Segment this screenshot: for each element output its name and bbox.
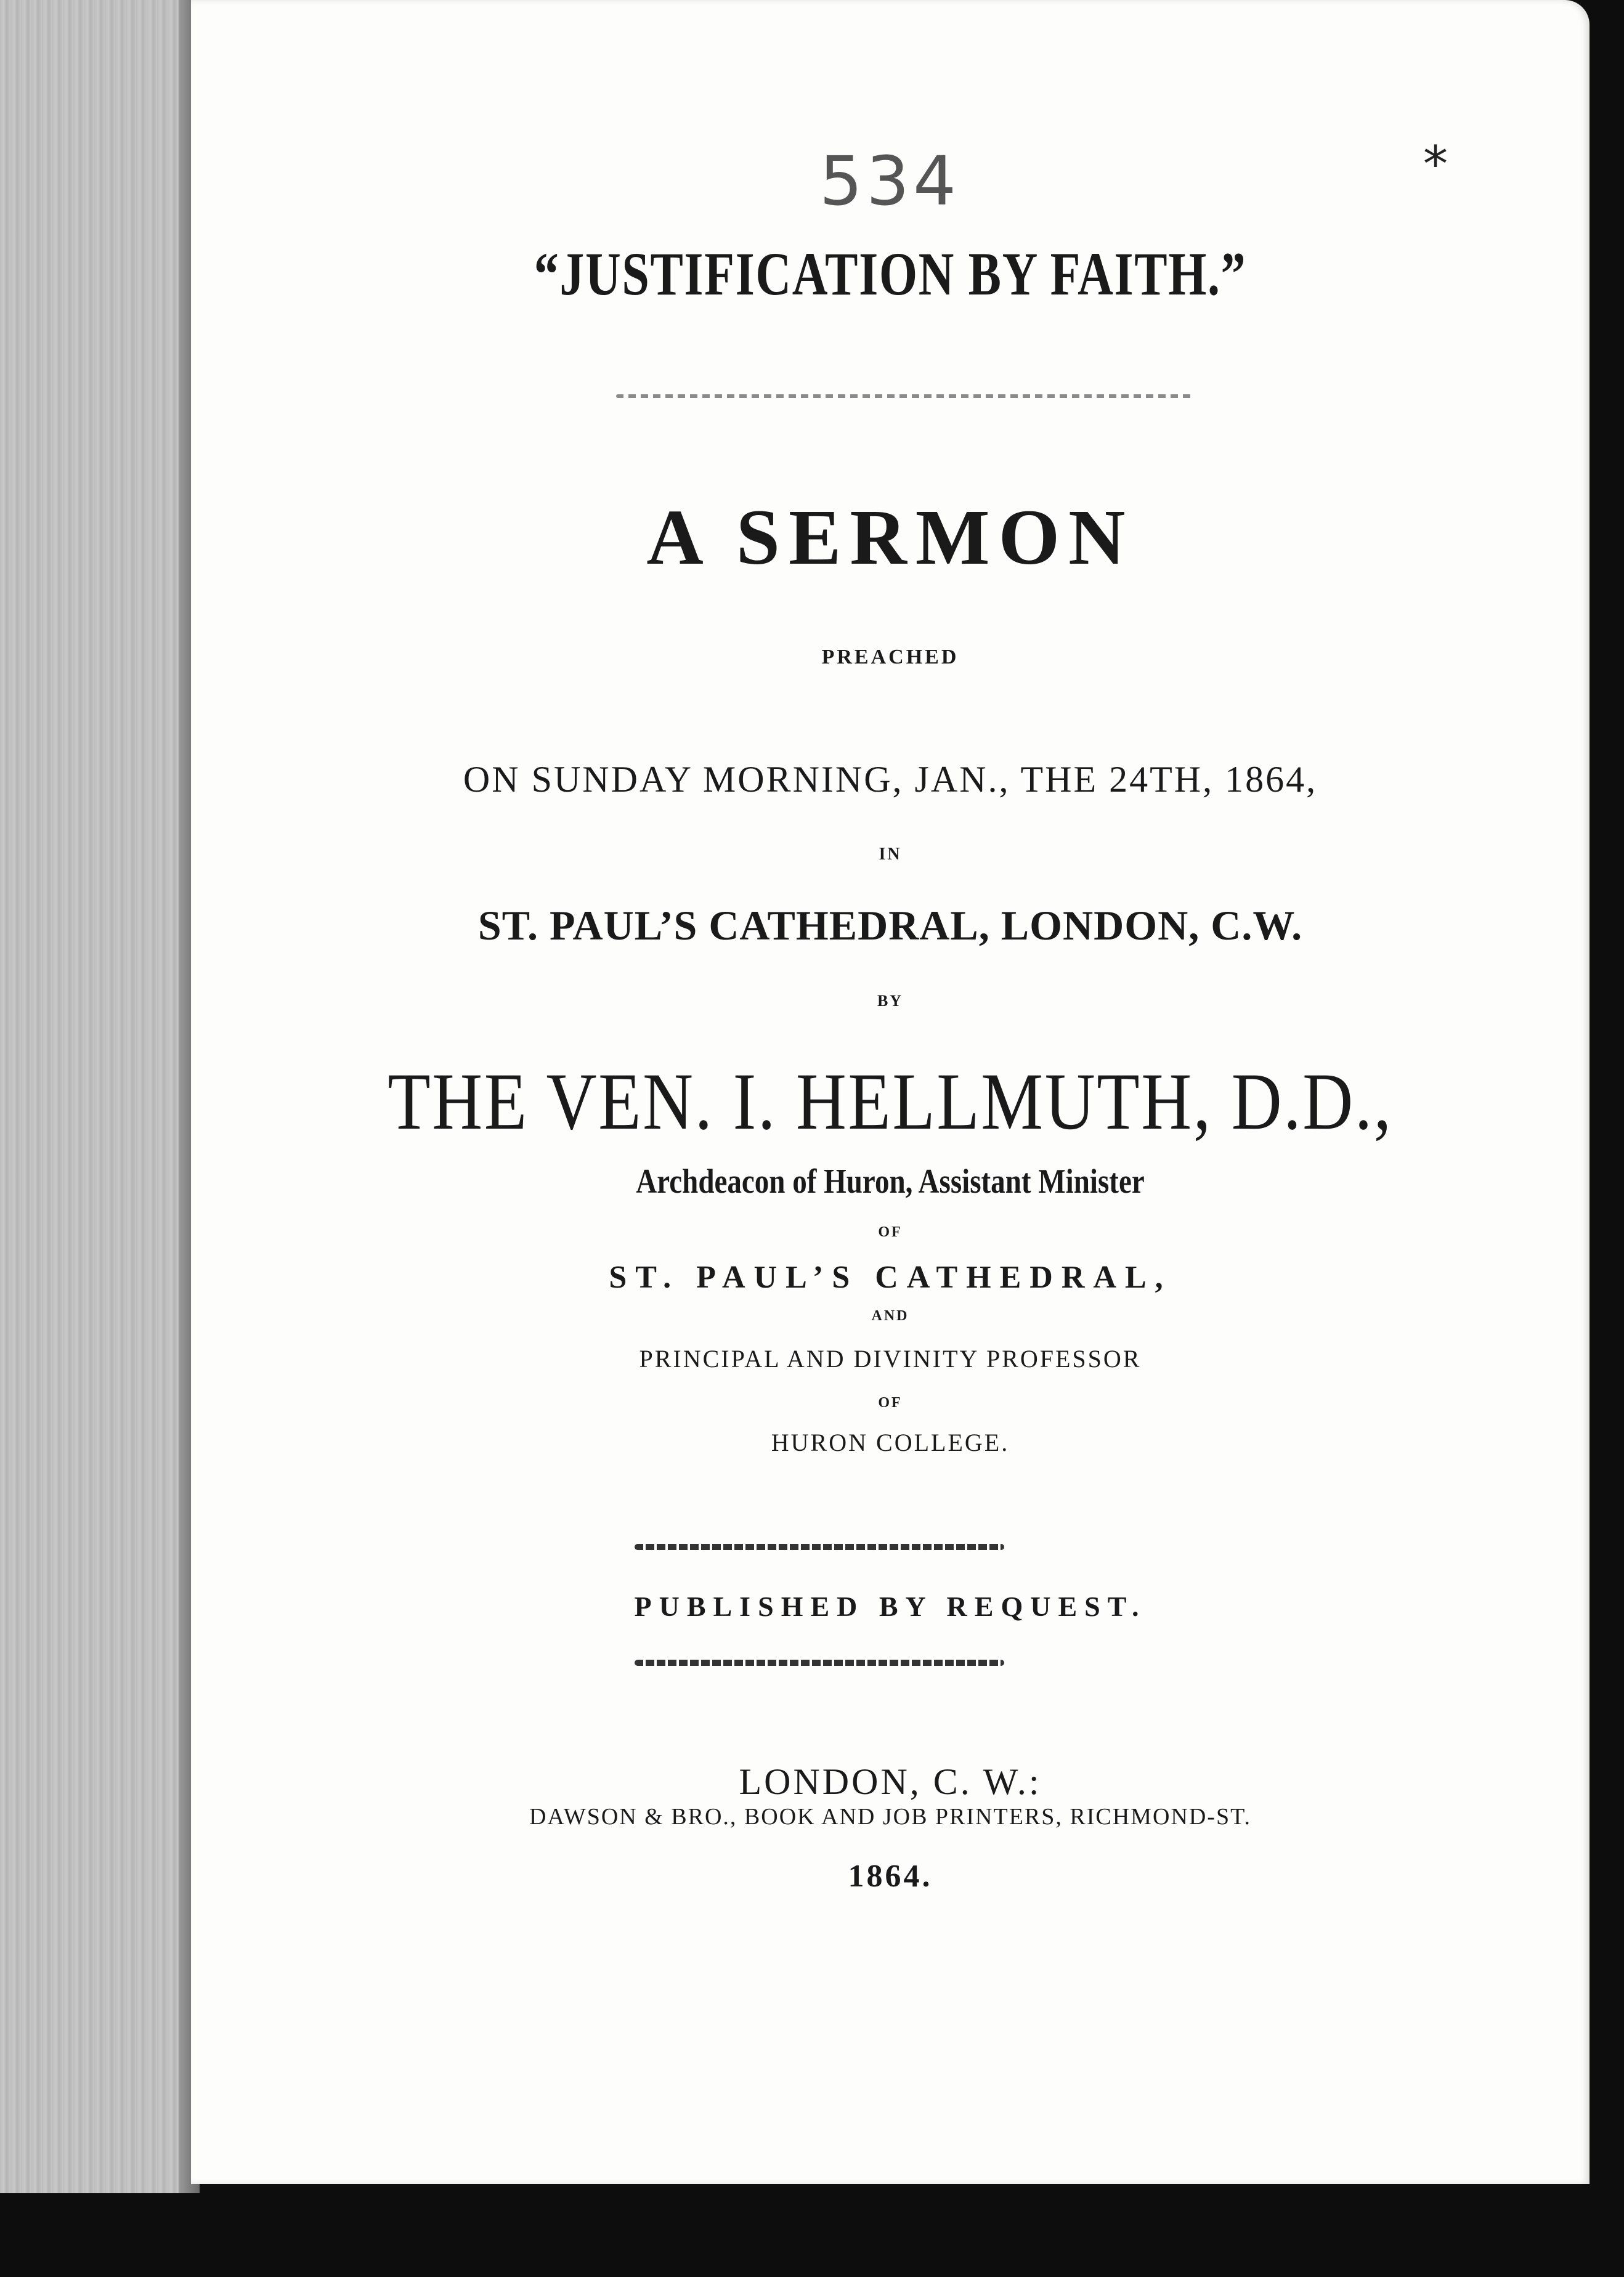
of-label-1: OF [878, 1224, 903, 1240]
location: ST. PAUL’S CATHEDRAL, LONDON, C.W. [477, 902, 1303, 949]
title-page [191, 0, 1589, 2184]
imprint-printer: DAWSON & BRO., BOOK AND JOB PRINTERS, RICHMOND-ST. [529, 1804, 1251, 1830]
upper-rule [635, 1544, 1004, 1550]
title: “JUSTIFICATION BY FAITH.” [534, 240, 1247, 308]
principal-line: PRINCIPAL AND DIVINITY PROFESSOR [639, 1345, 1142, 1373]
preached-label: PREACHED [821, 646, 959, 668]
role-line: Archdeacon of Huron, Assistant Minister [636, 1163, 1145, 1201]
published-by-request: PUBLISHED BY REQUEST. [634, 1591, 1147, 1622]
of-label-2: OF [878, 1395, 903, 1411]
catalog-number: 534 [819, 142, 960, 221]
title-rule [616, 394, 1195, 398]
lower-rule [635, 1660, 1004, 1666]
corner-mark: * [1423, 136, 1448, 193]
and-label: AND [871, 1308, 909, 1324]
book-gutter [0, 0, 197, 2193]
imprint-city: LONDON, C. W.: [739, 1761, 1042, 1802]
author: THE VEN. I. HELLMUTH, D.D., [388, 1056, 1393, 1147]
heading: A SERMON [646, 493, 1134, 581]
cathedral: ST. PAUL’S CATHEDRAL, [609, 1260, 1172, 1295]
date-line: ON SUNDAY MORNING, JAN., THE 24TH, 1864, [463, 759, 1318, 800]
in-label: IN [879, 845, 902, 864]
college: HURON COLLEGE. [771, 1429, 1010, 1456]
by-label: BY [877, 992, 904, 1010]
imprint-year: 1864. [848, 1859, 933, 1894]
